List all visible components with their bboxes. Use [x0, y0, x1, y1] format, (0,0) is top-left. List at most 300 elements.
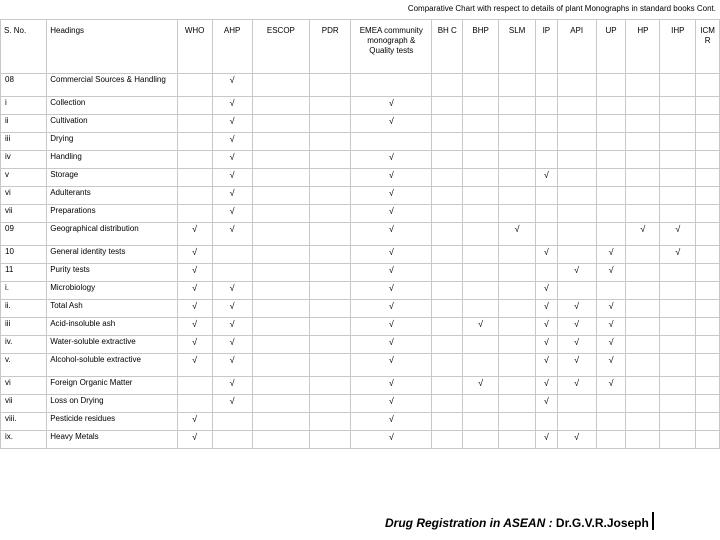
- check-mark-cell: √: [351, 413, 432, 431]
- empty-cell: [310, 300, 351, 318]
- row-heading: Drying: [47, 133, 177, 151]
- empty-cell: [177, 133, 212, 151]
- col-header-bhc: BH C: [432, 20, 463, 74]
- check-mark-cell: √: [596, 377, 626, 395]
- empty-cell: [177, 151, 212, 169]
- empty-cell: [499, 318, 536, 336]
- empty-cell: [696, 395, 720, 413]
- empty-cell: [596, 115, 626, 133]
- col-header-pdr: PDR: [310, 20, 351, 74]
- empty-cell: [310, 354, 351, 377]
- empty-cell: [463, 431, 499, 449]
- empty-cell: [310, 133, 351, 151]
- empty-cell: [660, 431, 696, 449]
- empty-cell: [252, 187, 310, 205]
- empty-cell: [310, 318, 351, 336]
- table-row: [1, 431, 720, 449]
- empty-cell: [252, 300, 310, 318]
- empty-cell: [557, 205, 596, 223]
- row-sno: v.: [1, 354, 47, 377]
- empty-cell: [557, 97, 596, 115]
- empty-cell: [596, 205, 626, 223]
- header-row: [1, 20, 720, 74]
- row-heading: Purity tests: [47, 264, 177, 282]
- empty-cell: [696, 115, 720, 133]
- row-sno: 10: [1, 246, 47, 264]
- empty-cell: [252, 354, 310, 377]
- empty-cell: [536, 223, 558, 246]
- empty-cell: [463, 97, 499, 115]
- empty-cell: [696, 282, 720, 300]
- check-mark-cell: √: [351, 377, 432, 395]
- check-mark-cell: √: [177, 264, 212, 282]
- empty-cell: [557, 151, 596, 169]
- empty-cell: [557, 282, 596, 300]
- empty-cell: [626, 115, 660, 133]
- empty-cell: [499, 282, 536, 300]
- col-header-ihp: IHP: [660, 20, 696, 74]
- empty-cell: [212, 246, 252, 264]
- check-mark-cell: √: [557, 336, 596, 354]
- empty-cell: [252, 74, 310, 97]
- empty-cell: [499, 187, 536, 205]
- empty-cell: [596, 223, 626, 246]
- row-sno: iii: [1, 133, 47, 151]
- row-sno: vi: [1, 187, 47, 205]
- table-row: [1, 300, 720, 318]
- empty-cell: [177, 187, 212, 205]
- empty-cell: [499, 354, 536, 377]
- check-mark-cell: √: [351, 151, 432, 169]
- row-heading: Geographical distribution: [47, 223, 177, 246]
- empty-cell: [696, 246, 720, 264]
- col-header-escop: ESCOP: [252, 20, 310, 74]
- row-sno: viii.: [1, 413, 47, 431]
- col-header-emea: EMEA community monograph & Quality tests: [351, 20, 432, 74]
- empty-cell: [432, 264, 463, 282]
- empty-cell: [252, 151, 310, 169]
- table-row: [1, 187, 720, 205]
- empty-cell: [463, 74, 499, 97]
- empty-cell: [696, 413, 720, 431]
- row-sno: ix.: [1, 431, 47, 449]
- row-sno: iii: [1, 318, 47, 336]
- empty-cell: [696, 354, 720, 377]
- row-sno: 11: [1, 264, 47, 282]
- check-mark-cell: √: [351, 97, 432, 115]
- empty-cell: [626, 187, 660, 205]
- check-mark-cell: √: [177, 413, 212, 431]
- table-row: [1, 318, 720, 336]
- row-heading: Storage: [47, 169, 177, 187]
- check-mark-cell: √: [557, 377, 596, 395]
- check-mark-cell: √: [212, 115, 252, 133]
- check-mark-cell: √: [212, 282, 252, 300]
- empty-cell: [177, 169, 212, 187]
- empty-cell: [252, 97, 310, 115]
- table-row: [1, 282, 720, 300]
- row-heading: General identity tests: [47, 246, 177, 264]
- empty-cell: [177, 205, 212, 223]
- check-mark-cell: √: [626, 223, 660, 246]
- row-heading: Preparations: [47, 205, 177, 223]
- row-heading: Heavy Metals: [47, 431, 177, 449]
- empty-cell: [310, 413, 351, 431]
- table-row: [1, 264, 720, 282]
- empty-cell: [536, 115, 558, 133]
- table-row: [1, 246, 720, 264]
- empty-cell: [596, 74, 626, 97]
- check-mark-cell: √: [596, 336, 626, 354]
- row-heading: Acid-insoluble ash: [47, 318, 177, 336]
- empty-cell: [499, 97, 536, 115]
- empty-cell: [596, 282, 626, 300]
- col-header-hp: HP: [626, 20, 660, 74]
- empty-cell: [596, 97, 626, 115]
- check-mark-cell: √: [536, 300, 558, 318]
- check-mark-cell: √: [351, 169, 432, 187]
- table-row: [1, 115, 720, 133]
- col-header-ip: IP: [536, 20, 558, 74]
- empty-cell: [177, 74, 212, 97]
- empty-cell: [696, 205, 720, 223]
- empty-cell: [499, 151, 536, 169]
- empty-cell: [310, 395, 351, 413]
- row-sno: v: [1, 169, 47, 187]
- empty-cell: [660, 169, 696, 187]
- empty-cell: [626, 282, 660, 300]
- row-sno: 09: [1, 223, 47, 246]
- empty-cell: [499, 377, 536, 395]
- empty-cell: [626, 264, 660, 282]
- empty-cell: [499, 431, 536, 449]
- empty-cell: [626, 97, 660, 115]
- row-heading: Loss on Drying: [47, 395, 177, 413]
- empty-cell: [463, 336, 499, 354]
- empty-cell: [536, 413, 558, 431]
- check-mark-cell: √: [177, 336, 212, 354]
- empty-cell: [499, 246, 536, 264]
- empty-cell: [557, 246, 596, 264]
- empty-cell: [463, 264, 499, 282]
- check-mark-cell: √: [660, 223, 696, 246]
- check-mark-cell: √: [536, 354, 558, 377]
- empty-cell: [351, 133, 432, 151]
- col-header-icmr: ICM R: [696, 20, 720, 74]
- empty-cell: [310, 74, 351, 97]
- empty-cell: [252, 246, 310, 264]
- check-mark-cell: √: [596, 300, 626, 318]
- empty-cell: [536, 74, 558, 97]
- row-heading: Pesticide residues: [47, 413, 177, 431]
- empty-cell: [557, 187, 596, 205]
- empty-cell: [212, 264, 252, 282]
- check-mark-cell: √: [557, 354, 596, 377]
- empty-cell: [432, 431, 463, 449]
- empty-cell: [310, 223, 351, 246]
- empty-cell: [463, 395, 499, 413]
- row-sno: iv: [1, 151, 47, 169]
- check-mark-cell: √: [212, 377, 252, 395]
- empty-cell: [432, 115, 463, 133]
- empty-cell: [463, 133, 499, 151]
- row-heading: Foreign Organic Matter: [47, 377, 177, 395]
- table-row: [1, 413, 720, 431]
- empty-cell: [252, 205, 310, 223]
- empty-cell: [252, 318, 310, 336]
- table-row: [1, 169, 720, 187]
- empty-cell: [536, 187, 558, 205]
- empty-cell: [596, 187, 626, 205]
- empty-cell: [310, 246, 351, 264]
- empty-cell: [351, 74, 432, 97]
- empty-cell: [499, 74, 536, 97]
- empty-cell: [660, 300, 696, 318]
- empty-cell: [626, 377, 660, 395]
- col-header-up: UP: [596, 20, 626, 74]
- check-mark-cell: √: [177, 246, 212, 264]
- empty-cell: [557, 133, 596, 151]
- empty-cell: [596, 395, 626, 413]
- empty-cell: [499, 115, 536, 133]
- check-mark-cell: √: [536, 282, 558, 300]
- check-mark-cell: √: [463, 318, 499, 336]
- table-row: [1, 205, 720, 223]
- empty-cell: [463, 115, 499, 133]
- empty-cell: [696, 97, 720, 115]
- empty-cell: [310, 377, 351, 395]
- check-mark-cell: √: [177, 223, 212, 246]
- empty-cell: [660, 205, 696, 223]
- check-mark-cell: √: [557, 318, 596, 336]
- empty-cell: [536, 97, 558, 115]
- empty-cell: [660, 377, 696, 395]
- empty-cell: [660, 115, 696, 133]
- empty-cell: [596, 413, 626, 431]
- empty-cell: [463, 246, 499, 264]
- empty-cell: [432, 246, 463, 264]
- empty-cell: [660, 354, 696, 377]
- check-mark-cell: √: [177, 282, 212, 300]
- row-sno: i: [1, 97, 47, 115]
- col-header-api: API: [557, 20, 596, 74]
- check-mark-cell: √: [536, 169, 558, 187]
- empty-cell: [432, 169, 463, 187]
- table-row: [1, 97, 720, 115]
- empty-cell: [310, 169, 351, 187]
- empty-cell: [463, 282, 499, 300]
- empty-cell: [499, 133, 536, 151]
- empty-cell: [557, 74, 596, 97]
- empty-cell: [177, 115, 212, 133]
- empty-cell: [660, 336, 696, 354]
- empty-cell: [310, 187, 351, 205]
- empty-cell: [626, 74, 660, 97]
- empty-cell: [252, 431, 310, 449]
- empty-cell: [660, 318, 696, 336]
- empty-cell: [660, 151, 696, 169]
- check-mark-cell: √: [212, 151, 252, 169]
- col-header-sno: S. No.: [1, 20, 47, 74]
- empty-cell: [212, 413, 252, 431]
- row-sno: vi: [1, 377, 47, 395]
- empty-cell: [557, 395, 596, 413]
- chart-title: Comparative Chart with respect to details of plant Monographs in standard books Cont.: [407, 4, 716, 13]
- empty-cell: [432, 187, 463, 205]
- check-mark-cell: √: [177, 354, 212, 377]
- empty-cell: [557, 413, 596, 431]
- empty-cell: [463, 354, 499, 377]
- check-mark-cell: √: [351, 354, 432, 377]
- empty-cell: [696, 187, 720, 205]
- check-mark-cell: √: [536, 318, 558, 336]
- table-row: [1, 151, 720, 169]
- check-mark-cell: √: [351, 336, 432, 354]
- check-mark-cell: √: [536, 395, 558, 413]
- table-row: [1, 223, 720, 246]
- row-sno: vii: [1, 395, 47, 413]
- check-mark-cell: √: [351, 300, 432, 318]
- empty-cell: [696, 264, 720, 282]
- col-header-headings: Headings: [47, 20, 177, 74]
- empty-cell: [696, 300, 720, 318]
- check-mark-cell: √: [177, 431, 212, 449]
- check-mark-cell: √: [596, 354, 626, 377]
- empty-cell: [252, 282, 310, 300]
- check-mark-cell: √: [596, 318, 626, 336]
- empty-cell: [696, 431, 720, 449]
- row-sno: ii: [1, 115, 47, 133]
- check-mark-cell: √: [557, 264, 596, 282]
- row-heading: Water-soluble extractive: [47, 336, 177, 354]
- check-mark-cell: √: [536, 431, 558, 449]
- empty-cell: [626, 205, 660, 223]
- empty-cell: [432, 336, 463, 354]
- empty-cell: [696, 169, 720, 187]
- footer-divider: [652, 512, 654, 530]
- empty-cell: [596, 431, 626, 449]
- empty-cell: [499, 395, 536, 413]
- check-mark-cell: √: [351, 187, 432, 205]
- empty-cell: [463, 413, 499, 431]
- empty-cell: [432, 133, 463, 151]
- empty-cell: [626, 336, 660, 354]
- empty-cell: [310, 115, 351, 133]
- empty-cell: [626, 169, 660, 187]
- empty-cell: [499, 336, 536, 354]
- empty-cell: [432, 223, 463, 246]
- row-heading: Collection: [47, 97, 177, 115]
- empty-cell: [626, 300, 660, 318]
- empty-cell: [660, 282, 696, 300]
- col-header-who: WHO: [177, 20, 212, 74]
- empty-cell: [626, 354, 660, 377]
- empty-cell: [499, 300, 536, 318]
- empty-cell: [463, 223, 499, 246]
- check-mark-cell: √: [212, 318, 252, 336]
- empty-cell: [696, 336, 720, 354]
- empty-cell: [252, 413, 310, 431]
- check-mark-cell: √: [212, 354, 252, 377]
- empty-cell: [696, 223, 720, 246]
- empty-cell: [252, 133, 310, 151]
- empty-cell: [432, 377, 463, 395]
- empty-cell: [463, 205, 499, 223]
- empty-cell: [596, 151, 626, 169]
- check-mark-cell: √: [177, 300, 212, 318]
- empty-cell: [252, 336, 310, 354]
- check-mark-cell: √: [212, 187, 252, 205]
- empty-cell: [463, 187, 499, 205]
- col-header-slm: SLM: [499, 20, 536, 74]
- empty-cell: [463, 300, 499, 318]
- empty-cell: [660, 413, 696, 431]
- empty-cell: [660, 97, 696, 115]
- empty-cell: [463, 151, 499, 169]
- row-sno: ii.: [1, 300, 47, 318]
- footer-author: Dr.G.V.R.Joseph: [555, 516, 649, 530]
- check-mark-cell: √: [536, 377, 558, 395]
- table-row: [1, 133, 720, 151]
- check-mark-cell: √: [351, 223, 432, 246]
- empty-cell: [310, 205, 351, 223]
- table-body: [1, 74, 720, 449]
- empty-cell: [626, 413, 660, 431]
- empty-cell: [252, 395, 310, 413]
- empty-cell: [660, 395, 696, 413]
- empty-cell: [252, 115, 310, 133]
- empty-cell: [626, 431, 660, 449]
- empty-cell: [432, 318, 463, 336]
- empty-cell: [626, 133, 660, 151]
- check-mark-cell: √: [212, 74, 252, 97]
- empty-cell: [626, 246, 660, 264]
- check-mark-cell: √: [351, 205, 432, 223]
- check-mark-cell: √: [499, 223, 536, 246]
- empty-cell: [212, 431, 252, 449]
- empty-cell: [557, 169, 596, 187]
- empty-cell: [463, 169, 499, 187]
- empty-cell: [310, 282, 351, 300]
- check-mark-cell: √: [177, 318, 212, 336]
- empty-cell: [432, 395, 463, 413]
- empty-cell: [310, 336, 351, 354]
- col-header-ahp: AHP: [212, 20, 252, 74]
- empty-cell: [696, 318, 720, 336]
- empty-cell: [660, 264, 696, 282]
- row-heading: Cultivation: [47, 115, 177, 133]
- empty-cell: [696, 377, 720, 395]
- empty-cell: [499, 413, 536, 431]
- empty-cell: [177, 395, 212, 413]
- empty-cell: [310, 264, 351, 282]
- table-row: [1, 395, 720, 413]
- empty-cell: [310, 431, 351, 449]
- col-header-bhp: BHP: [463, 20, 499, 74]
- empty-cell: [432, 300, 463, 318]
- empty-cell: [596, 169, 626, 187]
- monograph-comparison-table: [0, 19, 720, 449]
- row-heading: Microbiology: [47, 282, 177, 300]
- empty-cell: [536, 264, 558, 282]
- check-mark-cell: √: [351, 318, 432, 336]
- row-heading: Handling: [47, 151, 177, 169]
- row-sno: iv.: [1, 336, 47, 354]
- empty-cell: [432, 354, 463, 377]
- empty-cell: [557, 223, 596, 246]
- table-row: [1, 336, 720, 354]
- check-mark-cell: √: [557, 300, 596, 318]
